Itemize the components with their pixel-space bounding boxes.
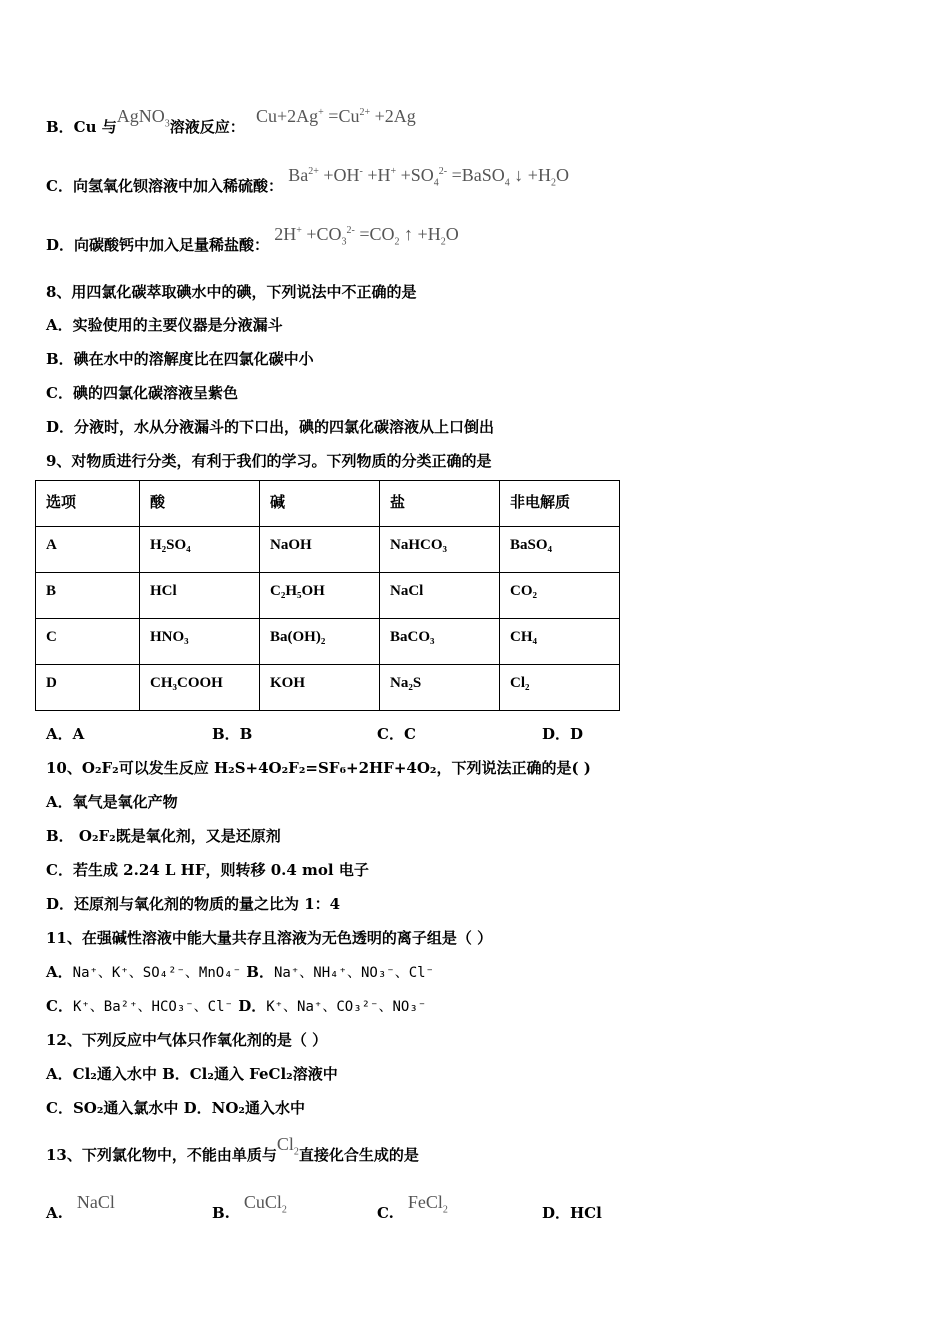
table-cell: HCl (140, 573, 260, 619)
q7-b-reagent: AgNO$_3$ (116, 106, 170, 130)
table-cell: H₂SO₄ (140, 527, 260, 573)
q9-option-a: A．A (46, 725, 85, 743)
q9-classification-table (35, 480, 620, 711)
q7-d-text: D．向碳酸钙中加入足量稀盐酸： (46, 236, 270, 254)
table-cell: KOH (260, 665, 380, 711)
table-cell: Na₂S (380, 665, 500, 711)
q7-c-text: C．向氢氧化钡溶液中加入稀硫酸： (46, 177, 283, 195)
q11-a-label: A． (46, 963, 73, 981)
table-cell: A (36, 527, 140, 573)
q13-stem-a: 13、下列氯化物中，不能由单质与 (46, 1146, 277, 1164)
q11-stem: 11、在强碱性溶液中能大量共存且溶液为无色透明的离子组是（ ） (46, 929, 493, 947)
q11-d-label: D． (232, 997, 267, 1015)
q13-option-d: D．HCl (542, 1204, 602, 1222)
q12-options-cd: C．SO₂通入氯水中 D．NO₂通入水中 (46, 1099, 305, 1117)
table-cell: HNO₃ (140, 619, 260, 665)
q13-options (46, 1192, 646, 1226)
header-cell: 非电解质 (500, 481, 620, 527)
q11-c-label: C． (46, 997, 73, 1015)
table-cell: B (36, 573, 140, 619)
q8-option-d: D．分液时，水从分液漏斗的下口出，碘的四氯化碳溶液从上口倒出 (46, 418, 495, 436)
header-cell: 碱 (260, 481, 380, 527)
table-header-row (36, 481, 620, 527)
q7-b-suffix: 溶液反应： (169, 118, 245, 136)
q7-d-equation: $2H^+ +CO_3^{2-} =CO_2$ ↑ $+H_2O$ (274, 224, 459, 248)
table-cell: CO₂ (500, 573, 620, 619)
q9-option-d: D．D (542, 725, 584, 743)
q10-option-c: C．若生成 2.24 L HF，则转移 0.4 mol 电子 (46, 861, 369, 879)
q12-stem: 12、下列反应中气体只作氧化剂的是（ ） (46, 1031, 328, 1049)
q8-stem: 8、用四氯化碳萃取碘水中的碘，下列说法中不正确的是 (46, 283, 417, 301)
header-cell: 盐 (380, 481, 500, 527)
table-cell: NaCl (380, 573, 500, 619)
q10-option-d: D．还原剂与氧化剂的物质的量之比为 1：4 (46, 895, 341, 913)
table-cell: C₂H₅OH (260, 573, 380, 619)
q11-options-cd (46, 995, 426, 1016)
q11-b-label: B． (241, 963, 274, 981)
q7-b-prefix: B．Cu 与 (46, 118, 117, 136)
table-row (36, 527, 620, 573)
q8-option-a: A．实验使用的主要仪器是分液漏斗 (46, 316, 283, 334)
table-cell: Cl₂ (500, 665, 620, 711)
table-cell: C (36, 619, 140, 665)
header-cell: 选项 (36, 481, 140, 527)
table-cell: NaOH (260, 527, 380, 573)
q13-option-c: C.FeCl$_2$ (377, 1192, 448, 1222)
q7-option-c (46, 165, 569, 199)
q13-cl2: $Cl_2$ (276, 1134, 299, 1158)
q11-options-ab (46, 961, 434, 982)
q8-option-c: C．碘的四氯化碳溶液呈紫色 (46, 384, 238, 402)
q7-c-equation: $Ba^{2+} +OH^- +H^+ +SO_4^{2-}$ =BaSO$_4$ ↓ $+H_2O$ (288, 165, 569, 189)
q11-d-ions: K⁺、Na⁺、CO₃²⁻、NO₃⁻ (266, 999, 427, 1015)
q7-option-d (46, 224, 459, 258)
q9-option-b: B．B (212, 725, 253, 743)
q10-option-b: B． O₂F₂既是氧化剂，又是还原剂 (46, 827, 281, 845)
q13-option-b: B.CuCl$_2$ (212, 1192, 287, 1222)
q7-option-b (46, 106, 416, 140)
table-cell: Ba(OH)₂ (260, 619, 380, 665)
q13-option-a: A.NaCl (46, 1192, 115, 1222)
q9-options (46, 723, 646, 743)
table-row (36, 573, 620, 619)
table-row (36, 619, 620, 665)
q10-option-a: A．氧气是氧化产物 (46, 793, 178, 811)
q11-a-ions: Na⁺、K⁺、SO₄²⁻、MnO₄⁻ (72, 965, 242, 981)
q11-c-ions: K⁺、Ba²⁺、HCO₃⁻、Cl⁻ (72, 999, 233, 1015)
table-row (36, 665, 620, 711)
q13-stem-b: 直接化合生成的是 (298, 1146, 419, 1164)
header-cell: 酸 (140, 481, 260, 527)
q10-stem: 10、O₂F₂可以发生反应 H₂S+4O₂F₂=SF₆+2HF+4O₂，下列说法正确的是( ) (46, 759, 591, 777)
table-cell: NaHCO₃ (380, 527, 500, 573)
table-cell: BaCO₃ (380, 619, 500, 665)
table-cell: CH₃COOH (140, 665, 260, 711)
q8-option-b: B．碘在水中的溶解度比在四氯化碳中小 (46, 350, 314, 368)
q11-b-ions: Na⁺、NH₄⁺、NO₃⁻、Cl⁻ (273, 965, 434, 981)
table-cell: BaSO₄ (500, 527, 620, 573)
q7-b-equation: $Cu+2Ag^+ =Cu^{2+} +2Ag$ (256, 106, 416, 126)
q9-stem: 9、对物质进行分类，有利于我们的学习。下列物质的分类正确的是 (46, 452, 492, 470)
table-cell: CH₄ (500, 619, 620, 665)
table-cell: D (36, 665, 140, 711)
q13-stem (46, 1134, 419, 1168)
q12-options-ab: A．Cl₂通入水中 B．Cl₂通入 FeCl₂溶液中 (46, 1065, 338, 1083)
q9-option-c: C．C (377, 725, 416, 743)
